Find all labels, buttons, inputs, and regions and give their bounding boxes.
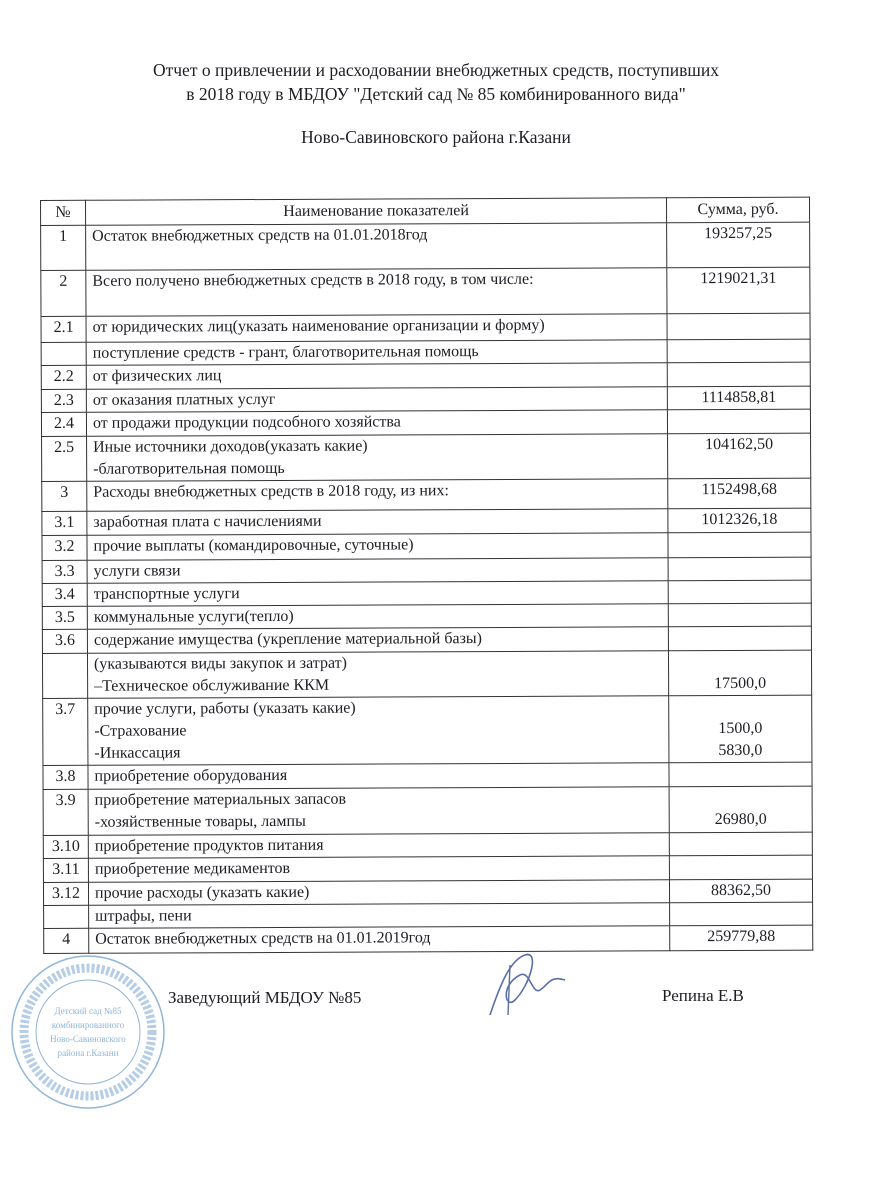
row-number: 3.7 [43,698,88,765]
column-header-name: Наименование показателей [86,198,667,226]
row-indicator-name [87,509,668,536]
row-number [44,905,89,928]
indicator-text-line: поступление средств - грант, благотворительная помощь [92,343,479,362]
row-number: 3.4 [42,583,87,606]
indicator-text-line: приобретение продуктов питания [94,836,324,855]
row-number: 4 [44,928,89,953]
row-indicator-name [87,604,668,630]
indicator-text-line: прочие выплаты (командировочные, суточные) [93,536,414,555]
indicator-text-line: прочие расходы (указать какие) [94,883,310,902]
row-indicator-name [86,410,667,437]
svg-text:района г.Казани: района г.Казани [57,1048,119,1058]
sum-value: 1219021,31 [700,269,777,288]
sum-value: 17500,0 [714,674,767,693]
indicator-text-line: прочие услуги, работы (указать какие) [94,699,356,718]
row-sum [667,267,810,314]
row-indicator-name [89,903,670,929]
row-indicator-name [88,833,669,859]
row-indicator-name [89,926,670,954]
table-row [44,925,813,953]
sum-value [674,363,804,386]
row-indicator-name [86,314,667,343]
row-sum [668,433,811,479]
row-sum [668,603,811,627]
column-header-number: № [41,200,86,225]
sum-value: 1500,0 [718,719,763,738]
sum-value [674,410,804,433]
indicator-text-line: от продажи продукции подсобного хозяйства [92,413,401,432]
row-indicator-name [87,533,668,561]
table-row [42,532,811,560]
row-number: 2.1 [41,316,86,342]
row-indicator-name [87,479,668,512]
row-number: 2 [41,270,86,316]
table-row [43,695,812,765]
row-sum [668,532,811,558]
row-indicator-name [87,558,668,584]
indicator-text-line: -Инкассация [94,744,181,762]
sum-value [675,763,805,786]
table-row [42,603,811,629]
indicator-text-line: Расходы внебюджетных средств в 2018 году, из них: [93,482,449,501]
row-number: 3 [42,481,87,511]
row-indicator-name [87,581,668,607]
table-row [44,902,813,928]
row-sum [669,855,812,880]
sum-value [676,833,806,856]
sum-value [676,787,806,810]
row-indicator-name [86,363,667,390]
row-sum [669,762,812,787]
row-sum [668,478,811,509]
column-header-sum: Сумма, руб. [666,197,809,223]
row-indicator-name [87,651,668,699]
table-row [42,433,811,481]
row-indicator-name [88,696,669,766]
row-number: 3.1 [42,511,87,535]
sum-value: 1152498,68 [701,480,778,499]
table-row [41,339,810,365]
row-number: 3.5 [42,606,87,629]
row-sum [669,695,812,763]
row-number: 2.2 [41,365,86,389]
row-indicator-name [86,268,667,317]
indicator-text-line: Остаток внебюджетных средств на 01.01.2018год [92,226,428,245]
indicator-text-line: приобретение медикаментов [94,859,291,878]
indicator-text-line: -хозяйственные товары, лампы [94,812,306,831]
row-sum [669,786,812,833]
indicator-text-line: штрафы, пени [95,907,192,925]
sum-value [675,696,805,719]
row-indicator-name [86,223,667,271]
row-number: 3.6 [42,629,87,653]
report-table [40,197,813,954]
row-sum [667,222,810,268]
table-row [41,313,810,342]
row-number: 2.5 [42,436,87,481]
indicator-text-line: заработная плата с начислениями [93,512,322,531]
row-sum [668,650,811,696]
row-sum [668,557,811,581]
indicator-text-line: содержание имущества (укрепление материальной базы) [93,630,483,649]
row-sum [668,626,811,651]
table-row [41,386,810,412]
row-sum [667,362,810,387]
sum-value [674,533,804,556]
svg-text:Ново-Савиновского: Ново-Савиновского [50,1034,126,1044]
row-sum [669,879,812,903]
svg-text:Детский сад №85: Детский сад №85 [54,1006,122,1016]
row-sum [667,313,810,340]
sum-value: 104162,50 [705,435,774,454]
row-number: 3.8 [43,765,88,789]
sum-value [675,651,805,674]
indicator-text-line: приобретение оборудования [94,766,288,785]
table-row [43,879,812,905]
signature [470,945,580,1025]
table-row [42,626,811,653]
indicator-text-line: –Техническое обслуживание ККМ [94,676,330,695]
indicator-text-line: (указываются виды закупок и затрат) [93,654,348,673]
row-sum [667,339,810,363]
row-sum [667,409,810,434]
row-number [41,342,86,365]
indicator-text-line: от оказания платных услуг [92,390,276,409]
table-row [43,786,812,835]
sum-value: 5830,0 [718,741,763,760]
sum-value [676,856,806,879]
row-sum [667,386,810,410]
indicator-text-line: транспортные услуги [93,585,240,603]
table-row [42,508,811,535]
table-row [41,222,810,270]
row-sum [670,902,813,926]
indicator-text-line [92,290,660,314]
sum-value [675,627,805,650]
sum-value: 1012326,18 [701,510,778,529]
report-title-line-2: в 2018 году в МБДОУ "Детский сад № 85 комбинированного вида" [186,84,686,104]
sum-value [676,903,806,926]
sum-value: 193257,25 [704,224,773,243]
table-row [42,557,811,583]
table-row [43,762,812,789]
row-indicator-name [88,787,669,836]
row-sum [668,580,811,604]
sum-value [675,604,805,627]
row-number [42,653,87,698]
sum-value [675,581,805,604]
row-number: 3.12 [43,882,88,905]
indicator-text-line: Иные источники доходов(указать какие) [93,437,368,456]
indicator-text-line: от юридических лиц(указать наименование организации и форму) [92,316,545,336]
indicator-text-line: Всего получено внебюджетных средств в 2018 году, в том числе: [92,270,534,290]
indicator-text-line: коммунальные услуги(тепло) [93,607,294,626]
indicator-text-line: -Страхование [94,722,187,740]
sum-value [674,314,804,337]
table-row [41,267,810,316]
indicator-text-line: -благотворительная помощь [93,459,285,478]
row-indicator-name [88,856,669,883]
row-indicator-name [86,340,667,366]
table-row [42,650,811,698]
row-sum [668,508,811,533]
table-row [43,832,812,858]
row-number: 3.11 [43,858,88,882]
report-title-line-1: Отчет о привлечении и расходовании внебюджетных средств, поступивших [152,60,720,80]
row-indicator-name [88,880,669,906]
indicator-text-line: услуги связи [93,562,181,580]
report-subtitle: Ново-Савиновского района г.Казани [301,127,571,147]
row-indicator-name [87,627,668,654]
row-indicator-name [87,434,668,482]
row-sum [670,925,813,951]
table-row [43,855,812,882]
row-number: 3.10 [43,835,88,858]
indicator-text-line: приобретение материальных запасов [94,790,347,809]
table-row [42,580,811,606]
row-sum [669,832,812,856]
sum-value: 88362,50 [710,881,772,900]
row-number: 3.3 [42,560,87,583]
indicator-text-line: от физических лиц [92,367,222,385]
indicator-text-line: Остаток внебюджетных средств на 01.01.2019год [95,929,431,948]
indicator-text-line [92,245,660,269]
sum-value: 1114858,81 [701,388,777,407]
row-indicator-name [86,387,667,413]
organization-stamp [8,952,168,1112]
table-row [41,409,810,436]
table-header-row [41,197,810,225]
row-number: 3.9 [43,789,88,835]
sum-value: 26980,0 [714,810,767,829]
svg-text:комбинированного: комбинированного [51,1020,125,1030]
sum-value [674,340,804,363]
sum-value [675,558,805,581]
table-row [41,362,810,389]
row-number: 2.4 [41,412,86,436]
sum-value: 259779,88 [707,927,776,946]
table-row [42,478,811,511]
row-indicator-name [88,763,669,790]
row-number: 3.2 [42,535,87,560]
row-number: 2.3 [41,389,86,412]
row-number: 1 [41,225,86,270]
signatory-name: Репина Е.В [662,986,744,1005]
signatory-position: Заведующий МБДОУ №85 [168,988,362,1007]
